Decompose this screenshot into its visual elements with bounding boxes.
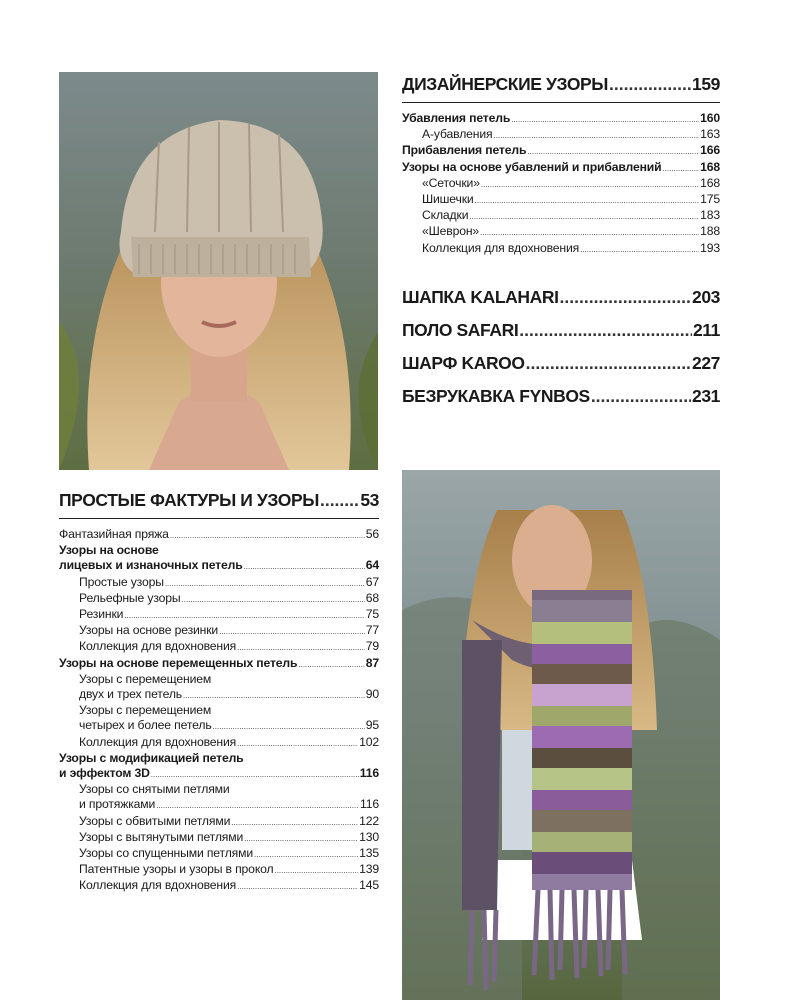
- toc-entry[interactable]: [59, 623, 379, 639]
- section-rule: [402, 102, 720, 103]
- entry-page: 188: [700, 224, 720, 239]
- dot-leader: [493, 128, 699, 143]
- dot-leader: [244, 559, 365, 574]
- section-title: ПРОСТЫЕ ФАКТУРЫ И УЗОРЫ: [59, 490, 319, 510]
- dot-leader: [320, 490, 359, 511]
- toc-entry-line1[interactable]: Узоры с перемещением: [79, 703, 212, 718]
- entry-title: и протяжками: [79, 797, 156, 812]
- project-page: 211: [692, 319, 720, 340]
- toc-entry[interactable]: [402, 208, 720, 224]
- entry-title: и эффектом 3D: [59, 766, 150, 781]
- dot-leader: [182, 592, 365, 607]
- entry-page: 139: [359, 862, 379, 877]
- dot-leader: [519, 320, 692, 341]
- entry-title: Коллекция для вдохновения: [79, 734, 237, 749]
- toc-entry[interactable]: [402, 224, 720, 240]
- dot-leader: [213, 719, 365, 734]
- toc-entry[interactable]: [402, 241, 720, 257]
- entry-title: Шишечки: [422, 192, 474, 207]
- dot-leader: [580, 242, 699, 257]
- toc-entry-line1[interactable]: Узоры со снятыми петлями: [79, 782, 230, 797]
- entry-title: «Сеточки»: [422, 175, 480, 190]
- entry-page: 87: [365, 655, 379, 670]
- entry-page: 79: [365, 639, 379, 654]
- dot-leader: [481, 177, 699, 192]
- toc-entry[interactable]: [402, 160, 720, 176]
- entry-page: 183: [700, 208, 720, 223]
- entry-page: 168: [700, 159, 720, 174]
- entry-title: Коллекция для вдохновения: [79, 639, 237, 654]
- toc-entry[interactable]: [402, 192, 720, 208]
- dot-leader: [475, 193, 700, 208]
- toc-entry[interactable]: [402, 143, 720, 159]
- entry-title: Узоры с вытянутыми петлями: [79, 829, 244, 844]
- toc-entry[interactable]: [59, 830, 379, 846]
- project-page: 203: [692, 286, 720, 307]
- entry-page: 75: [365, 607, 379, 622]
- entry-title: четырех и более петель: [79, 718, 212, 733]
- toc-entry[interactable]: [402, 111, 720, 127]
- entry-page: 90: [365, 687, 379, 702]
- project-title: ШАПКА KALAHARI: [402, 286, 559, 307]
- entry-page: 102: [359, 734, 379, 749]
- toc-project-polo[interactable]: [402, 320, 720, 341]
- dot-leader: [298, 657, 364, 672]
- toc-project-scarf[interactable]: [402, 353, 720, 374]
- toc-entry[interactable]: [402, 176, 720, 192]
- dot-leader: [170, 528, 365, 543]
- dot-leader: [274, 863, 358, 878]
- toc-right-column: [402, 74, 720, 407]
- entry-page: 166: [700, 143, 720, 158]
- dot-leader: [237, 640, 365, 655]
- toc-entry-line1[interactable]: Узоры на основе: [59, 543, 159, 558]
- entry-title: Убавления петель: [402, 111, 511, 125]
- dot-leader: [237, 736, 358, 751]
- entry-title: Прибавления петель: [402, 143, 527, 158]
- project-title: ПОЛО SAFARI: [402, 319, 519, 340]
- entry-title: Складки: [422, 208, 469, 223]
- entry-title: лицевых и изнаночных петель: [59, 558, 243, 573]
- hat-photo-illustration: [59, 72, 378, 470]
- dot-leader: [591, 386, 691, 407]
- dot-leader: [480, 225, 699, 240]
- entry-page: 122: [359, 813, 379, 828]
- entry-title: «Шеврон»: [422, 224, 480, 239]
- entry-title: Узоры с обвитыми петлями: [79, 813, 231, 828]
- entry-page: 67: [365, 574, 379, 589]
- project-title: БЕЗРУКАВКА FYNBOS: [402, 385, 590, 406]
- dot-leader: [527, 144, 699, 159]
- dot-leader: [219, 624, 365, 639]
- toc-entry[interactable]: [59, 607, 379, 623]
- toc-entry[interactable]: [59, 862, 379, 878]
- toc-entry-line1[interactable]: Узоры с перемещением: [79, 671, 212, 686]
- section-title: ДИЗАЙНЕРСКИЕ УЗОРЫ: [402, 74, 609, 94]
- entry-page: 135: [359, 846, 379, 861]
- entry-title: Коллекция для вдохновения: [79, 878, 237, 893]
- photo-woman-in-hat: [59, 72, 378, 470]
- toc-entry[interactable]: [59, 575, 379, 591]
- section-page: 159: [692, 74, 720, 94]
- scarf-stripes: [532, 590, 632, 890]
- toc-entry[interactable]: [59, 814, 379, 830]
- toc-entry[interactable]: [59, 797, 379, 813]
- entry-page: 116: [360, 797, 379, 812]
- dot-leader: [151, 767, 359, 782]
- section-page: 53: [360, 490, 379, 510]
- toc-left-column: [59, 490, 379, 895]
- toc-entry[interactable]: [59, 766, 379, 782]
- entry-page: 193: [700, 240, 720, 255]
- entry-page: 68: [365, 590, 379, 605]
- dot-leader: [254, 847, 358, 862]
- entry-page: 77: [365, 623, 379, 638]
- project-page: 227: [692, 352, 720, 373]
- toc-entry[interactable]: [59, 656, 379, 672]
- dot-leader: [469, 209, 699, 224]
- dot-leader: [662, 161, 699, 176]
- dot-leader: [526, 353, 691, 374]
- entry-page: 130: [359, 829, 379, 844]
- toc-entry[interactable]: [59, 527, 379, 543]
- section-rule: [59, 518, 379, 519]
- dot-leader: [609, 74, 691, 95]
- entry-page: 56: [365, 527, 379, 541]
- entry-page: 175: [700, 192, 720, 207]
- project-page: 231: [692, 385, 720, 406]
- toc-entry[interactable]: [59, 591, 379, 607]
- dot-leader: [156, 798, 359, 813]
- entry-title: Простые узоры: [79, 574, 164, 589]
- toc-section-designer-patterns[interactable]: [402, 74, 720, 95]
- entry-page: 95: [365, 718, 379, 733]
- entry-page: 116: [359, 766, 379, 781]
- entry-title: Резинки: [79, 607, 124, 622]
- entry-title: Коллекция для вдохновения: [422, 240, 580, 255]
- entry-title: двух и трех петель: [79, 687, 182, 702]
- entry-title: Фантазийная пряжа: [59, 527, 169, 541]
- dot-leader: [124, 608, 364, 623]
- toc-entry[interactable]: [59, 878, 379, 894]
- dot-leader: [183, 688, 365, 703]
- photo-woman-in-scarf: [402, 470, 720, 1000]
- entry-page: 64: [365, 558, 379, 573]
- dot-leader: [244, 831, 358, 846]
- toc-entry[interactable]: [59, 558, 379, 574]
- dot-leader: [511, 112, 699, 127]
- toc-section-simple-textures[interactable]: [59, 490, 379, 511]
- entry-page: 163: [700, 127, 720, 142]
- entry-title: Узоры на основе убавлений и прибавлений: [402, 159, 662, 174]
- toc-entry[interactable]: [59, 687, 379, 703]
- scarf-photo-illustration: [402, 470, 720, 1000]
- entry-title: Патентные узоры и узоры в прокол: [79, 862, 274, 877]
- entry-title: Узоры на основе перемещенных петель: [59, 655, 298, 670]
- entry-title: Узоры на основе резинки: [79, 623, 219, 638]
- toc-entry[interactable]: [59, 639, 379, 655]
- entry-page: 145: [359, 878, 379, 893]
- dot-leader: [237, 879, 358, 894]
- toc-entry[interactable]: [59, 735, 379, 751]
- entry-page: 160: [700, 111, 720, 125]
- entry-title: Узоры со спущенными петлями: [79, 846, 253, 861]
- toc-entry[interactable]: [59, 846, 379, 862]
- project-title: ШАРФ KAROO: [402, 352, 525, 373]
- toc-entry[interactable]: [59, 718, 379, 734]
- toc-entry-line1[interactable]: Узоры с модификацией петель: [59, 750, 244, 765]
- entry-page: 168: [700, 175, 720, 190]
- toc-project-hat[interactable]: [402, 287, 720, 308]
- entry-title: Рельефные узоры: [79, 590, 181, 605]
- entry-title: A-убавления: [422, 127, 493, 142]
- toc-project-vest[interactable]: [402, 386, 720, 407]
- dot-leader: [165, 576, 365, 591]
- dot-leader: [231, 815, 358, 830]
- toc-entry[interactable]: [402, 127, 720, 143]
- dot-leader: [560, 287, 691, 308]
